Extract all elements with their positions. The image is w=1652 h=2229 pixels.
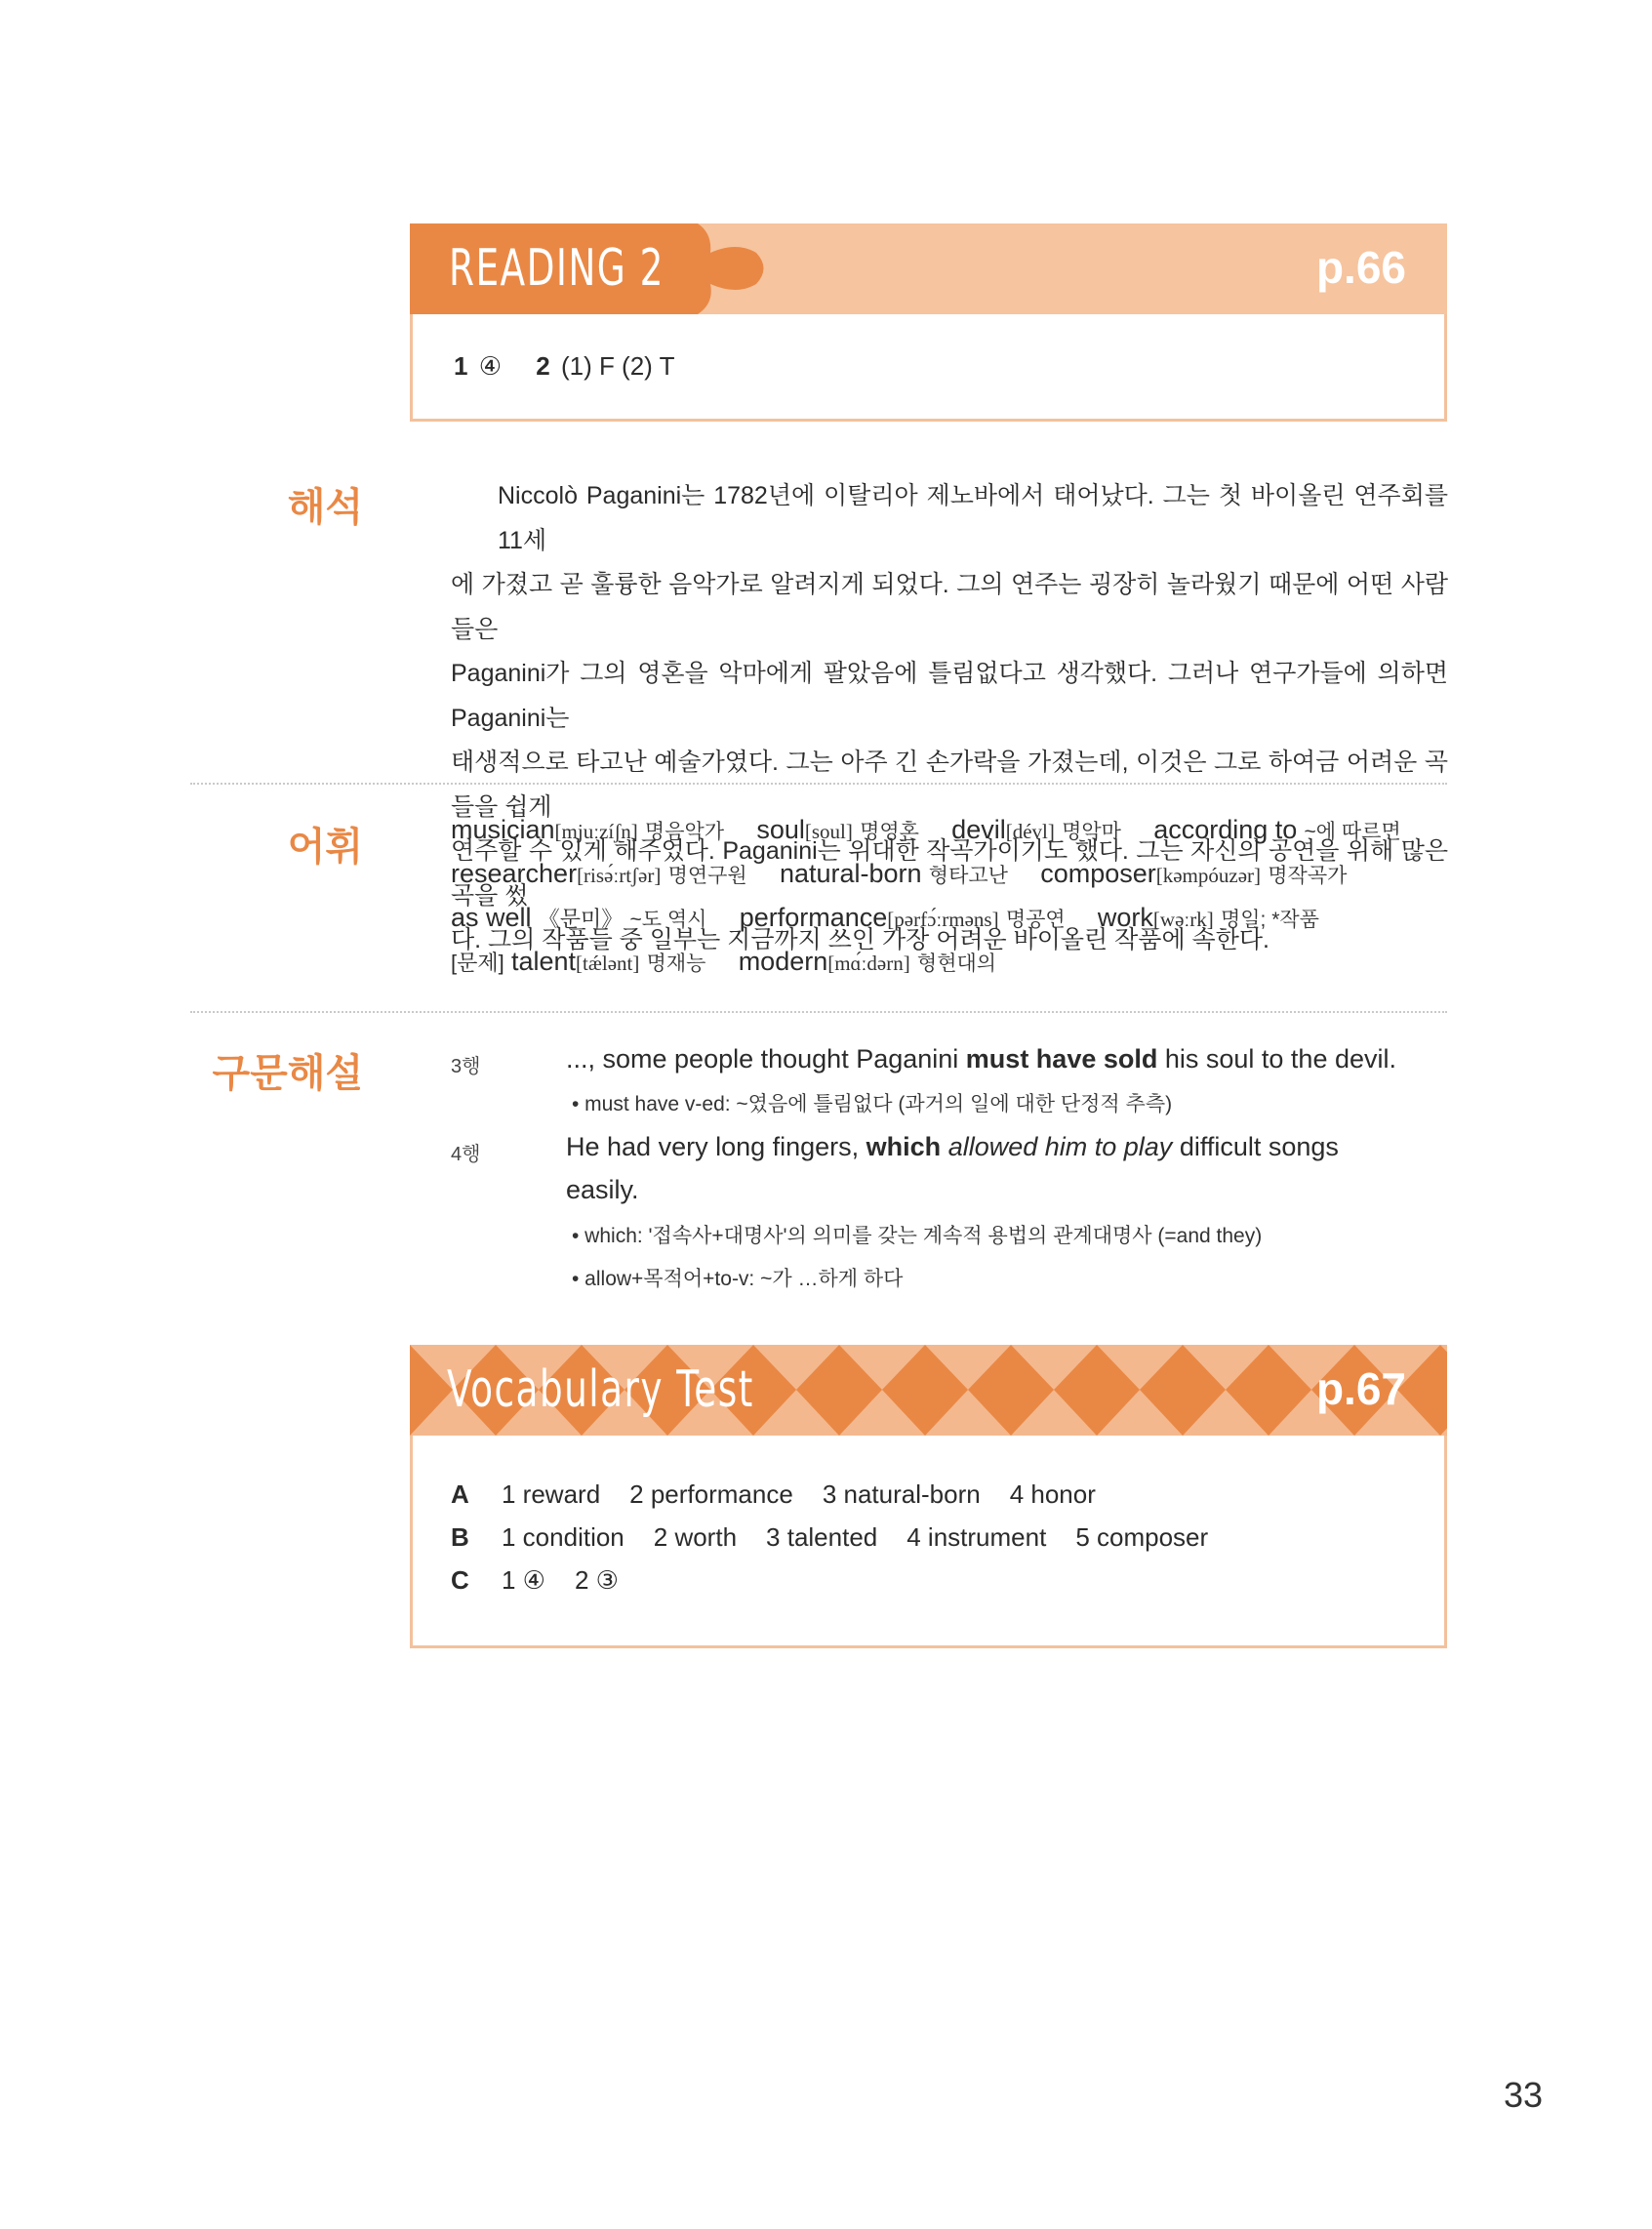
answer-2-number: 2	[536, 351, 550, 381]
translation-line: 태생적으로 타고난 예술가였다. 그는 아주 긴 손가락을 가졌는데, 이것은 그로 하여금 어려운 곡들을 쉽게	[451, 749, 1448, 821]
answer-item: 3 natural-born	[822, 1479, 981, 1509]
puzzle-tab-shape	[644, 223, 790, 314]
vocabtest-title: Vocabulary Test	[447, 1360, 754, 1419]
vocab-pron: [mɑ́ːdərn]	[827, 952, 910, 975]
answer-item: 4 instrument	[907, 1522, 1047, 1552]
translation-line: 다. 그의 작품들 중 일부는 지금까지 쓰인 가장 어려운 바이올린 작품에 속한다.	[451, 926, 1269, 953]
vocab-word: modern	[738, 947, 828, 976]
answer-item: 3 talented	[766, 1522, 878, 1552]
vocab-meaning: 형타고난	[928, 865, 1008, 887]
sentence-emphasis: which	[866, 1132, 942, 1161]
vocab-meaning: 명악마	[1062, 821, 1121, 843]
vocab-word: researcher	[451, 859, 578, 888]
vocab-usage-tag: [문제]	[451, 951, 504, 975]
section-divider	[190, 1011, 1447, 1013]
reading-answers	[454, 351, 674, 382]
translation-line: Niccolò Paganini는 1782년에 이탈리아 제노바에서 태어났다. 그는 첫 바이올린 연주회를 11세	[498, 482, 1448, 554]
translation-line: Paganini가 그의 영혼을 악마에게 팔았음에 틀림없다고 생각했다. 그러나 연구가들에 의하면 Paganini는	[451, 660, 1448, 732]
answer-1-value: ④	[478, 351, 503, 381]
sentence-italic: allowed him to play	[941, 1132, 1173, 1161]
syntax-note: • must have v-ed: ~였음에 틀림없다 (과거의 일에 대한 단정적 추측)	[572, 1093, 1173, 1115]
translation-label: 해석	[287, 486, 363, 529]
page-number: 33	[1503, 2075, 1543, 2115]
vocabtest-row-c	[451, 1565, 619, 1596]
vocab-meaning: 명재능	[646, 952, 706, 975]
sentence-emphasis: must have sold	[965, 1044, 1158, 1074]
syntax-label: 구문해설	[212, 1052, 363, 1095]
sentence-part: ..., some people thought Paganini	[566, 1044, 966, 1074]
syntax-sentence	[566, 1044, 1396, 1074]
vocab-meaning: 명공연	[1005, 909, 1066, 931]
reading-header-bar	[410, 223, 1447, 314]
reading-answer-box	[410, 314, 1447, 422]
answer-item: 2 worth	[653, 1522, 738, 1552]
vocab-pron: [tǽlənt]	[576, 952, 640, 975]
vocabtest-row-a	[451, 1479, 1096, 1510]
vocab-word: as well	[451, 903, 532, 932]
vocabtest-header-bar	[410, 1345, 1447, 1436]
vocab-pron: [mjuːzíʃn]	[554, 820, 638, 843]
reading-title: READING 2	[449, 239, 665, 298]
vocab-label: 어휘	[287, 826, 363, 869]
answer-item: 2 ③	[575, 1565, 619, 1595]
translation-line: 연주할 수 있게 해주었다. Paganini는 위대한 작곡가이기도 했다. 그는 자신의 공연을 위해 많은 곡을 썼	[451, 837, 1448, 910]
syntax-line-number: 3행	[451, 1056, 481, 1077]
vocab-meaning: ~도 역시	[629, 909, 707, 931]
row-letter: A	[451, 1479, 469, 1509]
answer-item: 5 composer	[1075, 1522, 1209, 1552]
sentence-part: He had very long fingers,	[566, 1132, 866, 1161]
answer-item: 1 condition	[502, 1522, 625, 1552]
vocabtest-page-ref: p.67	[1315, 1363, 1406, 1414]
vocab-row	[451, 903, 1345, 933]
vocab-row	[451, 859, 1372, 889]
answer-2-value: (1) F (2) T	[560, 351, 675, 381]
syntax-sentence	[566, 1132, 1339, 1162]
vocab-meaning: 명일; *작품	[1220, 909, 1319, 931]
vocab-row	[451, 815, 1427, 845]
vocab-meaning: 명영혼	[860, 821, 919, 843]
vocab-pron: [pərfɔ́ːrməns]	[887, 908, 999, 931]
section-divider	[190, 783, 1447, 785]
syntax-note: • which: '접속사+대명사'의 의미를 갖는 계속적 용법의 관계대명사 (=and they)	[572, 1225, 1263, 1247]
vocab-pron: [soul]	[804, 820, 853, 843]
vocab-meaning: 명연구원	[667, 865, 747, 887]
answer-item: 1 reward	[502, 1479, 601, 1509]
vocab-word: composer	[1040, 859, 1156, 888]
syntax-sentence-continued: easily.	[566, 1175, 639, 1204]
vocab-meaning: ~에 따르면	[1304, 821, 1401, 843]
vocab-pron: [kəmpóuzər]	[1155, 864, 1262, 887]
vocab-meaning: 명작곡가	[1268, 865, 1348, 887]
vocab-meaning: 명음악가	[644, 821, 725, 843]
vocabtest-row-b	[451, 1522, 1208, 1553]
answer-item: 4 honor	[1009, 1479, 1096, 1509]
answer-item: 1 ④	[502, 1565, 545, 1595]
translation-paragraph	[451, 474, 1448, 963]
sentence-part: his soul to the devil.	[1157, 1044, 1396, 1074]
row-letter: B	[451, 1522, 469, 1552]
reading-page-ref: p.66	[1315, 242, 1406, 293]
syntax-note: • allow+목적어+to-v: ~가 …하게 하다	[572, 1268, 904, 1290]
row-letter: C	[451, 1565, 469, 1595]
vocab-word: performance	[739, 903, 888, 932]
vocab-word: soul	[756, 815, 805, 844]
sentence-part: difficult songs	[1172, 1132, 1339, 1161]
answer-item: 2 performance	[629, 1479, 793, 1509]
vocab-word: work	[1097, 903, 1153, 932]
vocab-word: musician	[451, 815, 555, 844]
vocab-meaning: 형현대의	[916, 952, 997, 975]
vocab-pron: [dévl]	[1005, 820, 1055, 843]
vocab-word: devil	[951, 815, 1006, 844]
vocab-word: according to	[1153, 815, 1298, 844]
vocab-word: natural-born	[779, 859, 922, 888]
syntax-line-number: 4행	[451, 1144, 481, 1165]
answer-1-number: 1	[454, 351, 468, 381]
vocab-row	[451, 947, 1022, 977]
translation-line: 에 가졌고 곧 훌륭한 음악가로 알려지게 되었다. 그의 연주는 굉장히 놀라웠기 때문에 어떤 사람들은	[451, 571, 1448, 643]
vocab-usage-tag: 《문미》	[538, 907, 624, 931]
vocab-pron: [risə́ːrtʃər]	[577, 864, 662, 887]
vocab-word: talent	[510, 947, 577, 976]
vocab-pron: [wəːrk]	[1152, 908, 1214, 931]
